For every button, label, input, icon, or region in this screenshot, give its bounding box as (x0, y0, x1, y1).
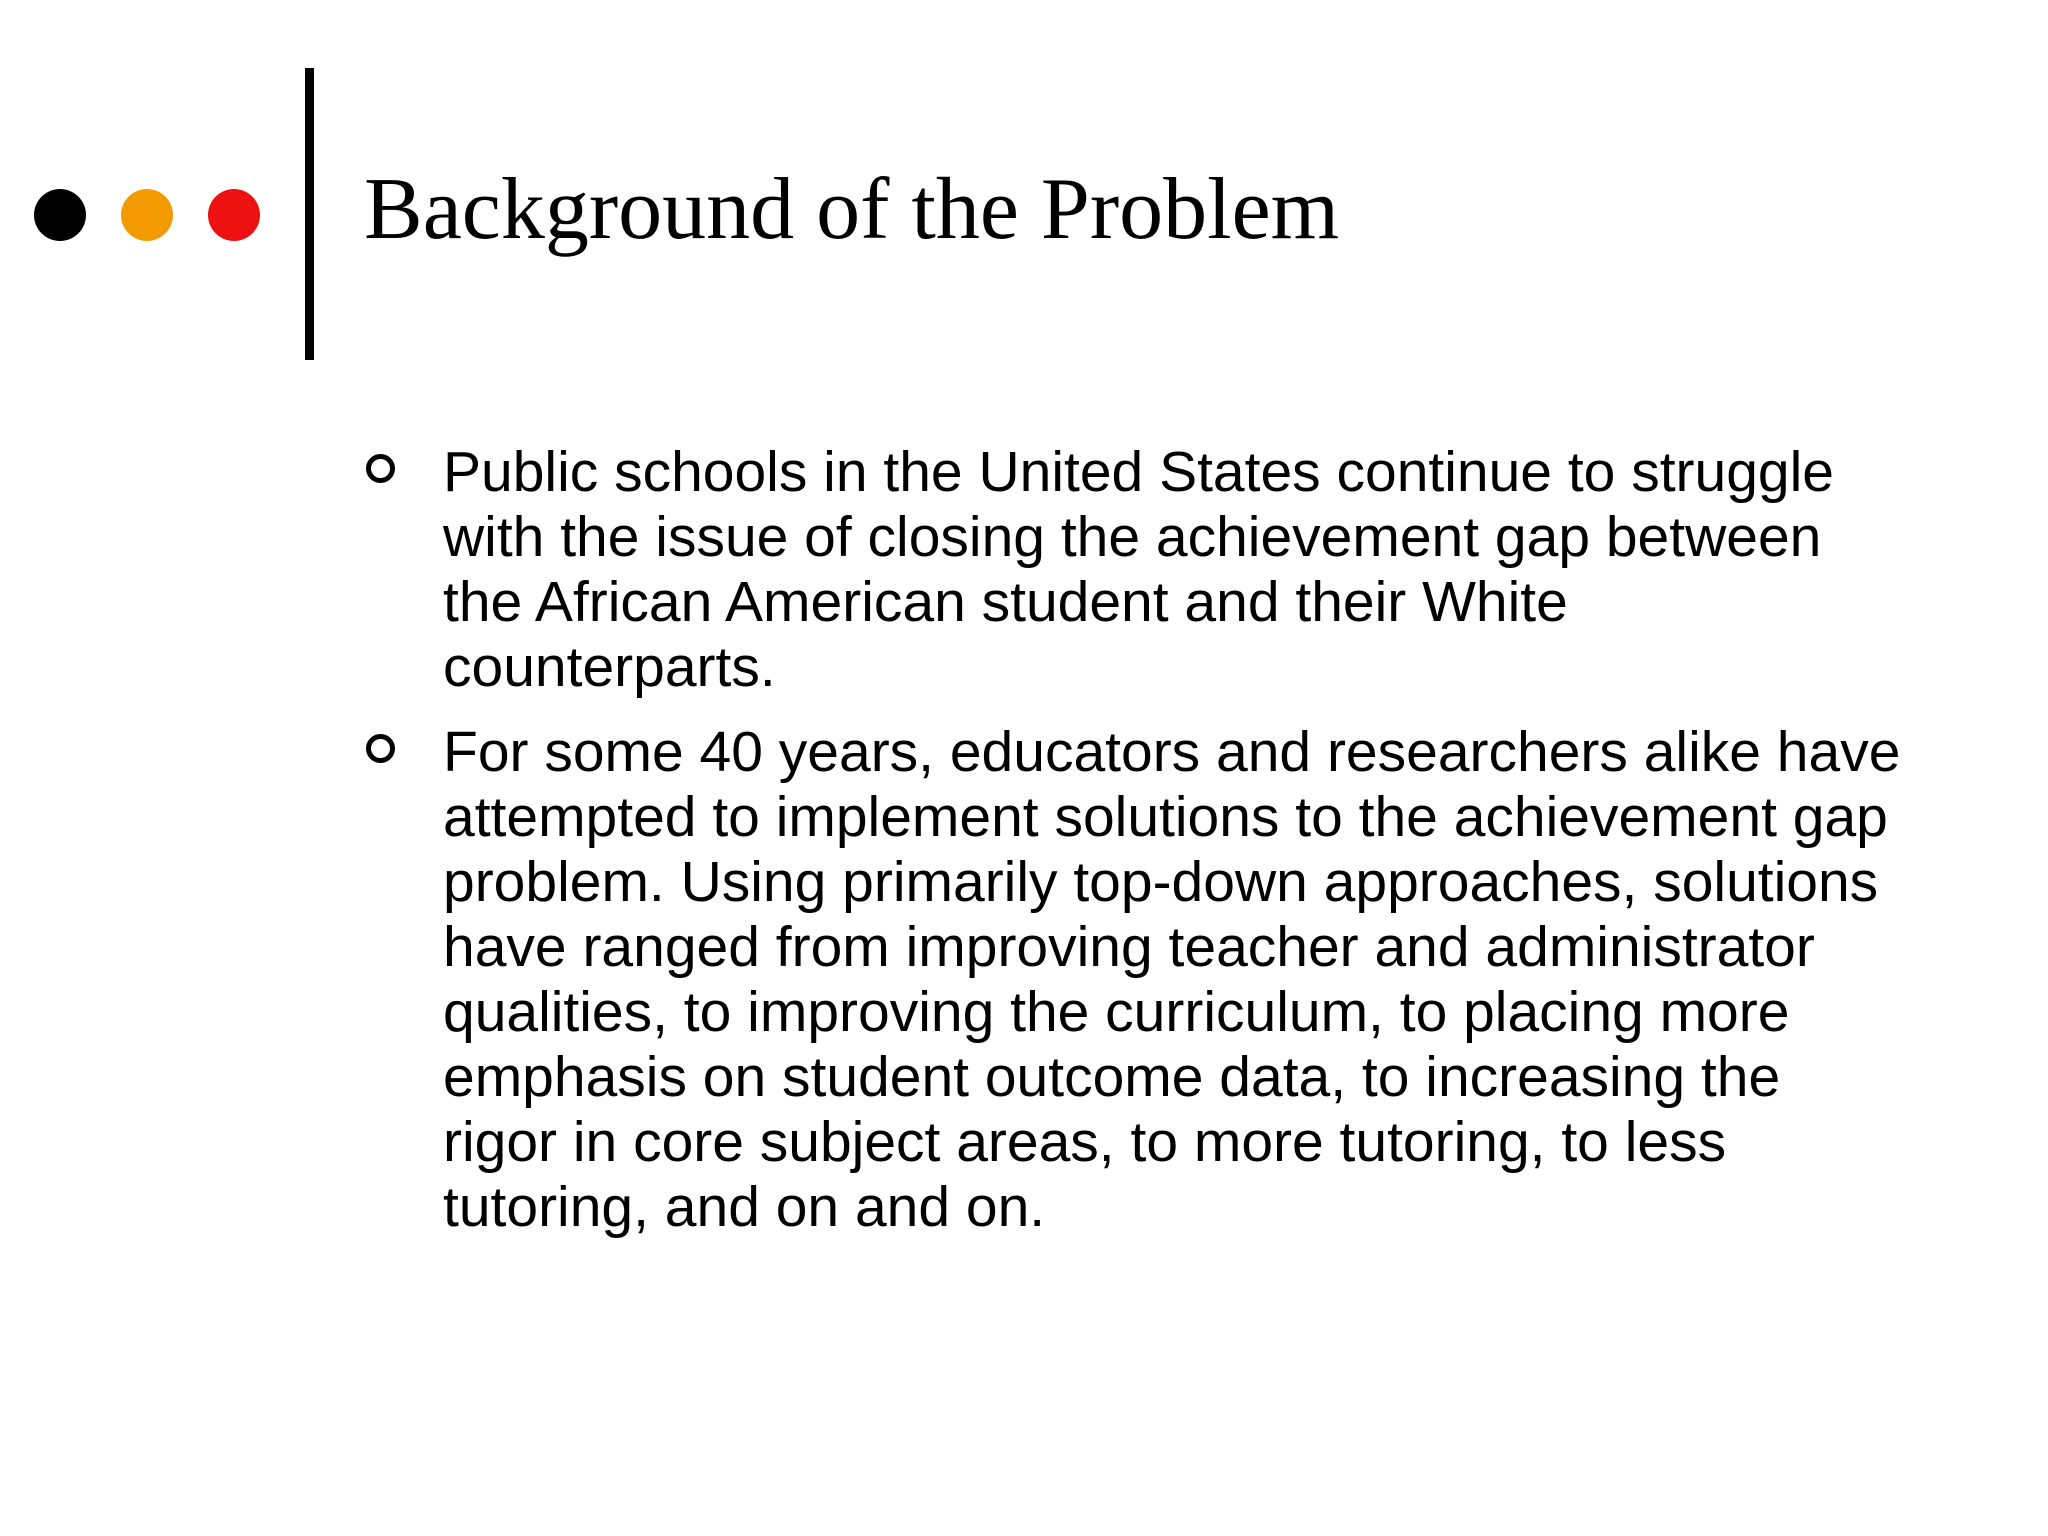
red-dot-icon (208, 189, 260, 241)
bullet-item-public-schools (364, 440, 1904, 700)
slide-title: Background of the Problem (364, 161, 1340, 258)
bullet-list (364, 440, 1904, 1260)
title-vertical-rule (305, 68, 314, 360)
bullet-text: Public schools in the United States continue to struggle with the issue of closing the achievement gap between the African American student and their White counterparts. (443, 440, 1834, 699)
black-dot-icon (34, 189, 86, 241)
bullet-text: For some 40 years, educators and researchers alike have attempted to implement solutions to the achievement gap problem. Using primarily top-down approaches, solutions have ranged from improving teacher and administrator qualities, to improving the curriculum, to placing more emphasis on student outcome data, to increasing the rigor in core subject areas, to more tutoring, to less tutoring, and on and on. (443, 720, 1901, 1239)
orange-dot-icon (121, 189, 173, 241)
hollow-circle-icon (366, 734, 395, 763)
bullet-item-forty-years (364, 720, 1904, 1240)
decorative-dots (34, 189, 264, 243)
hollow-circle-icon (366, 454, 395, 483)
